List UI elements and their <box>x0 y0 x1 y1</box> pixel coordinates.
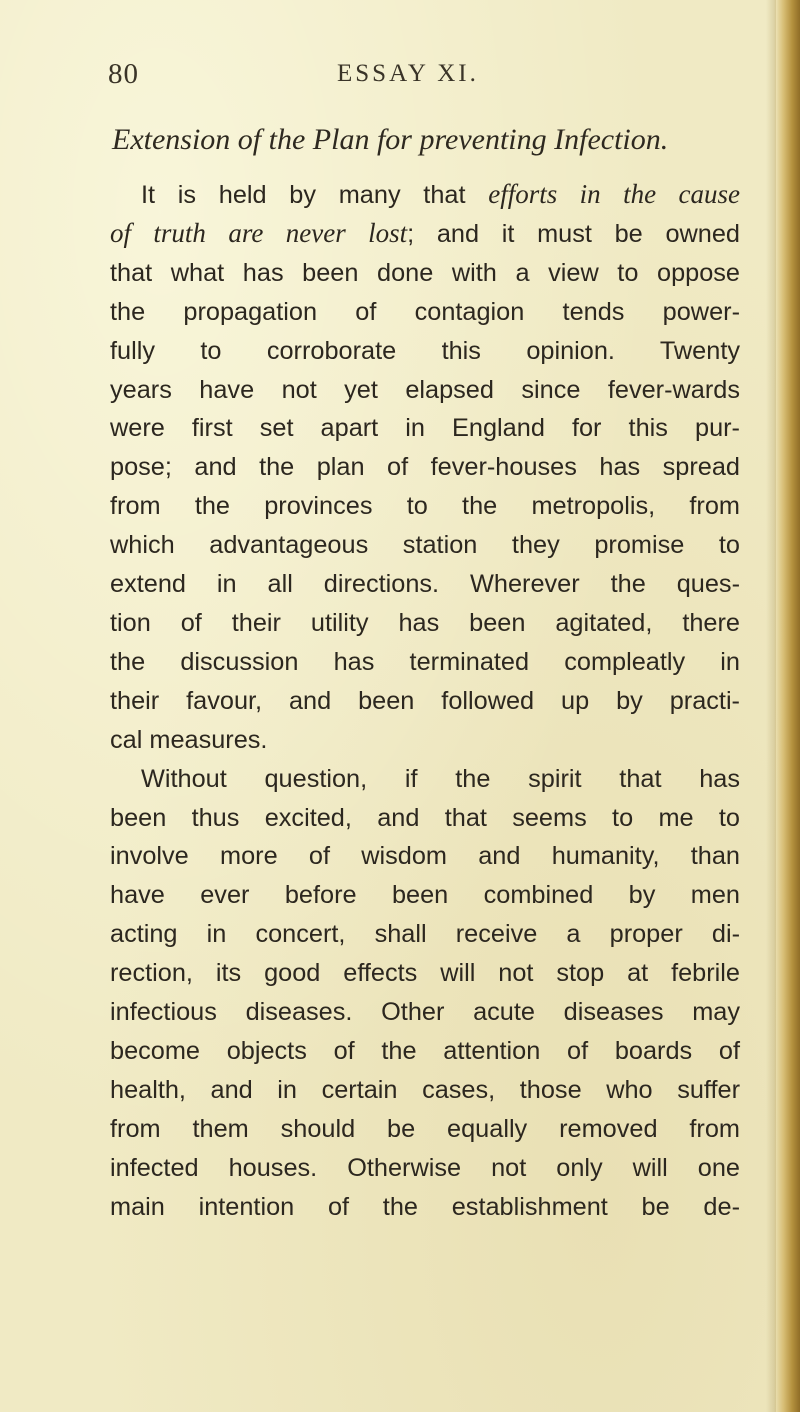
text-line: the discussion has terminated compleatly in <box>110 647 740 676</box>
text-line: infectious diseases. Other acute diseases may <box>110 998 740 1027</box>
text-line: which advantageous station they promise to <box>110 531 740 560</box>
text-line: their favour, and been followed up by practi- <box>110 686 740 715</box>
text-line: become objects of the attention of boards of <box>110 1036 740 1065</box>
text-line: that what has been done with a view to oppose <box>110 258 740 287</box>
text-line: extend in all directions. Wherever the ques- <box>110 570 740 599</box>
text-line: rection, its good effects will not stop at febrile <box>110 959 740 988</box>
text-line: were first set apart in England for this pur- <box>110 414 740 443</box>
running-head-title: ESSAY XI. <box>337 60 479 87</box>
text-line: pose; and the plan of fever-houses has spread <box>110 453 740 482</box>
text-line: health, and in certain cases, those who suffer <box>110 1075 740 1104</box>
page-number: 80 <box>108 58 139 90</box>
text-line: fully to corroborate this opinion. Twenty <box>110 336 740 365</box>
text-line: involve more of wisdom and humanity, than <box>110 842 740 871</box>
running-head <box>0 58 800 98</box>
text-line: have ever before been combined by men <box>110 881 740 910</box>
text-line: the propagation of contagion tends power- <box>110 297 740 326</box>
text-line: infected houses. Otherwise not only will one <box>110 1153 740 1182</box>
text-line: Without question, if the spirit that has <box>141 764 740 793</box>
text-line: cal measures. <box>110 725 268 754</box>
text-line: from the provinces to the metropolis, from <box>110 492 740 521</box>
page-edge <box>774 0 800 1412</box>
text-line: from them should be equally removed from <box>110 1114 740 1143</box>
text-line: of truth are never lost; and it must be owned <box>110 217 740 248</box>
section-heading: Extension of the Plan for preventing Infection. <box>112 123 669 156</box>
text-line: main intention of the establishment be de- <box>110 1192 740 1221</box>
text-line: It is held by many that efforts in the cause <box>141 179 740 209</box>
text-line: acting in concert, shall receive a proper di- <box>110 920 740 949</box>
text-line: tion of their utility has been agitated, there <box>110 608 740 637</box>
text-line: been thus excited, and that seems to me to <box>110 803 740 832</box>
body-text <box>110 176 740 1226</box>
text-line: years have not yet elapsed since fever-wards <box>110 375 740 404</box>
